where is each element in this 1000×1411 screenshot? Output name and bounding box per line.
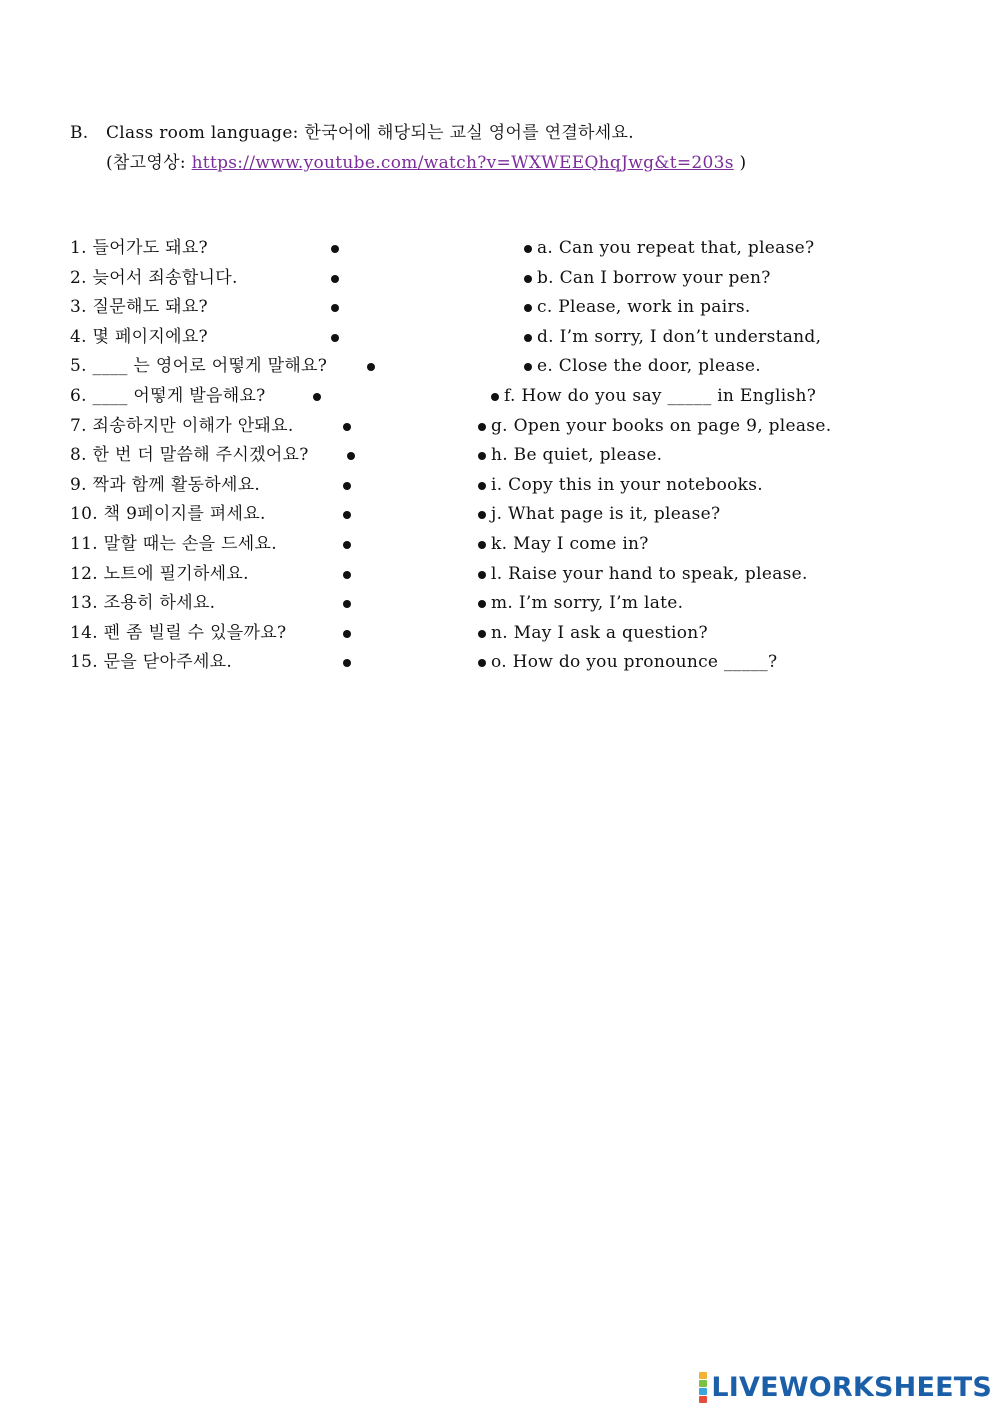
reference-line <box>70 148 746 178</box>
right-match-dot[interactable] <box>478 541 486 549</box>
left-match-dot[interactable] <box>331 334 339 342</box>
logo-square <box>699 1380 707 1387</box>
left-match-dot[interactable] <box>331 275 339 283</box>
instruction-text: Class room language: 한국어에 해당되는 교실 영어를 연결하세요. <box>106 123 634 143</box>
korean-item: 5. ____ 는 영어로 어떻게 말해요? <box>70 356 328 377</box>
korean-item: 13. 조용히 하세요. <box>70 593 216 614</box>
instructions <box>70 118 746 178</box>
right-match-dot[interactable] <box>478 571 486 579</box>
left-match-dot[interactable] <box>343 571 351 579</box>
korean-item: 7. 죄송하지만 이해가 안돼요. <box>70 415 294 436</box>
reference-suffix: ) <box>733 153 747 173</box>
english-item: i. Copy this in your notebooks. <box>491 474 763 495</box>
korean-item: 9. 짝과 함께 활동하세요. <box>70 474 261 495</box>
logo-mark-icon <box>699 1372 707 1403</box>
logo-square <box>699 1372 707 1379</box>
left-match-dot[interactable] <box>343 630 351 638</box>
reference-prefix: (참고영상: <box>106 153 192 173</box>
logo-square <box>699 1396 707 1403</box>
english-item: m. I’m sorry, I’m late. <box>491 593 684 614</box>
right-match-dot[interactable] <box>478 600 486 608</box>
english-item: g. Open your books on page 9, please. <box>491 415 832 436</box>
right-match-dot[interactable] <box>524 245 532 253</box>
english-item: h. Be quiet, please. <box>491 445 663 466</box>
right-match-dot[interactable] <box>478 482 486 490</box>
korean-item: 11. 말할 때는 손을 드세요. <box>70 534 277 554</box>
english-item: a. Can you repeat that, please? <box>537 238 815 258</box>
left-match-dot[interactable] <box>331 304 339 312</box>
right-match-dot[interactable] <box>478 511 486 519</box>
left-match-dot[interactable] <box>347 452 355 460</box>
english-item: o. How do you pronounce _____? <box>491 652 778 673</box>
english-item: f. How do you say _____ in English? <box>504 386 817 406</box>
right-match-dot[interactable] <box>524 304 532 312</box>
korean-item: 1. 들어가도 돼요? <box>70 238 208 258</box>
section-label: B. <box>70 123 89 143</box>
english-item: e. Close the door, please. <box>537 356 761 377</box>
liveworksheets-logo <box>699 1372 992 1403</box>
left-match-dot[interactable] <box>343 600 351 608</box>
logo-square <box>699 1388 707 1395</box>
korean-item: 12. 노트에 필기하세요. <box>70 563 249 584</box>
korean-item: 2. 늦어서 죄송합니다. <box>70 267 238 288</box>
right-match-dot[interactable] <box>478 452 486 460</box>
left-match-dot[interactable] <box>367 363 375 371</box>
right-match-dot[interactable] <box>524 275 532 283</box>
left-match-dot[interactable] <box>343 482 351 490</box>
left-match-dot[interactable] <box>343 541 351 549</box>
left-match-dot[interactable] <box>313 393 321 401</box>
korean-item: 6. ____ 어떻게 발음해요? <box>70 386 266 406</box>
left-match-dot[interactable] <box>331 245 339 253</box>
right-match-dot[interactable] <box>478 630 486 638</box>
korean-item: 8. 한 번 더 말씀해 주시겠어요? <box>70 445 309 466</box>
english-item: j. What page is it, please? <box>491 504 721 525</box>
left-match-dot[interactable] <box>343 511 351 519</box>
right-match-dot[interactable] <box>478 423 486 431</box>
korean-item: 14. 펜 좀 빌릴 수 있을까요? <box>70 622 287 643</box>
english-item: b. Can I borrow your pen? <box>537 267 771 288</box>
reference-video-link[interactable]: https://www.youtube.com/watch?v=WXWEEQhqJwg&t=203s <box>191 153 734 173</box>
left-match-dot[interactable] <box>343 659 351 667</box>
english-item: l. Raise your hand to speak, please. <box>491 563 808 584</box>
right-match-dot[interactable] <box>491 393 499 401</box>
right-match-dot[interactable] <box>524 363 532 371</box>
right-match-dot[interactable] <box>478 659 486 667</box>
english-item: n. May I ask a question? <box>491 622 708 643</box>
korean-item: 15. 문을 닫아주세요. <box>70 652 233 673</box>
korean-item: 4. 몇 페이지에요? <box>70 326 208 347</box>
instruction-line <box>70 118 746 148</box>
english-item: k. May I come in? <box>491 534 649 554</box>
logo-text: LIVEWORKSHEETS <box>711 1372 992 1403</box>
english-item: d. I’m sorry, I don’t understand, <box>537 326 822 347</box>
left-match-dot[interactable] <box>343 423 351 431</box>
right-match-dot[interactable] <box>524 334 532 342</box>
english-item: c. Please, work in pairs. <box>537 297 751 318</box>
korean-item: 3. 질문해도 돼요? <box>70 297 208 318</box>
korean-item: 10. 책 9페이지를 펴세요. <box>70 504 266 525</box>
